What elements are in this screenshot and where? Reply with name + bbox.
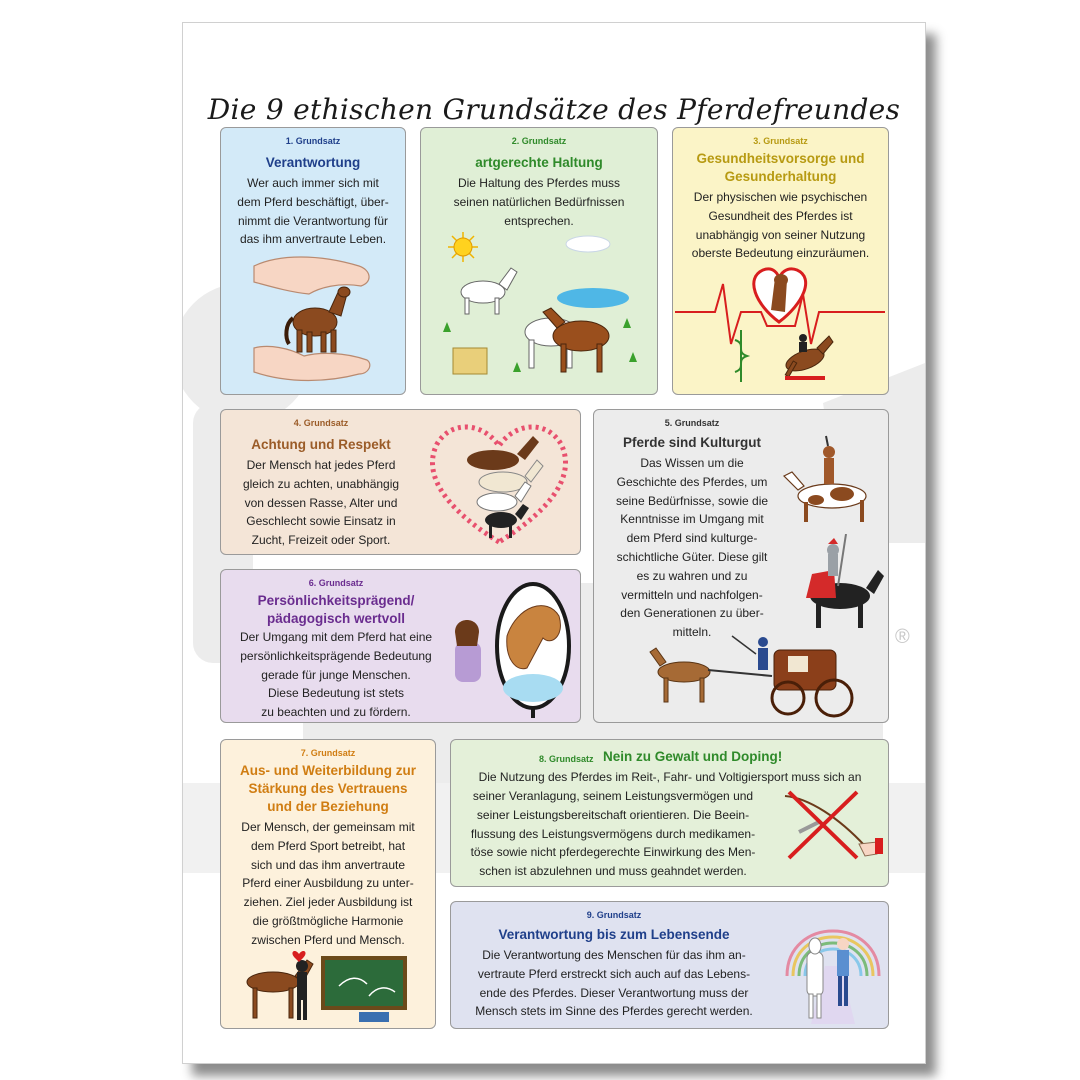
principle-text-line: persönlichkeitsprägende Bedeutung: [240, 648, 432, 663]
principle-text-line: Die Haltung des Pferdes muss: [457, 176, 621, 190]
principle-heading-line: pädagogisch wertvoll: [266, 611, 406, 626]
horse-drawn-carriage-icon: [648, 632, 858, 720]
principle-text-line: Das Wissen um die: [640, 456, 744, 470]
principle-text-line: von dessen Rasse, Alter und: [244, 495, 398, 510]
principle-number: 6. Grundsatz: [308, 578, 364, 588]
principle-text-line: Zucht, Freizeit oder Sport.: [251, 533, 391, 548]
principle-text-line: Kenntnisse im Umgang mit: [620, 512, 764, 527]
principle-heading-line: Gesunderhaltung: [724, 169, 837, 184]
principle-heading-line: Gesundheitsvorsorge und: [696, 151, 865, 166]
girl-mirror-horse-icon: [447, 576, 577, 718]
principle-text-line: vermitteln und nachfolgen-: [621, 587, 763, 602]
principle-text-line: den Generationen zu über-: [620, 606, 764, 621]
principle-text-line: Der physischen wie psychischen: [693, 190, 868, 204]
hands-holding-horse-icon: [249, 252, 379, 390]
principle-number: 2. Grundsatz: [511, 136, 567, 146]
principle-text-line: Geschlecht sowie Einsatz in: [246, 514, 396, 529]
principle-heading-line: Persönlichkeitsprägend/: [257, 593, 415, 608]
principle-card-3: [672, 127, 889, 395]
principle-text-line: sich und das ihm anvertraute: [250, 857, 406, 872]
principle-text-line: ziehen. Ziel jeder Ausbildung ist: [243, 895, 413, 910]
heart-of-hearts-horses-icon: [421, 416, 577, 550]
principle-number: 3. Grundsatz: [753, 136, 808, 146]
principle-text-line: mitteln.: [672, 625, 712, 640]
principle-number: 1. Grundsatz: [285, 136, 341, 146]
principle-heading: Achtung und Respekt: [251, 437, 391, 452]
principle-text-line: Die Nutzung des Pferdes im Reit-, Fahr- und Voltigiersport muss sich an: [478, 770, 862, 784]
knight-horse-icon: [790, 534, 886, 630]
principle-text-line: seine Bedürfnisse, sowie die: [615, 493, 769, 508]
principle-text-line: Mensch stets im Sinne des Pferdes gerecht werden.: [475, 1004, 753, 1019]
principle-text-line: die größtmögliche Harmonie: [252, 913, 404, 928]
principle-text-line: dem Pferd Sport betreibt, hat: [250, 838, 406, 853]
principle-text-line: dem Pferd beschäftigt, über-: [237, 194, 389, 209]
no-whip-no-syringe-icon: [779, 788, 883, 862]
principle-card-2: [420, 127, 658, 395]
principle-text-line: vertraute Pferd erstreckt sich auch auf das Lebens-: [477, 966, 751, 981]
principle-text-line: nimmt die Verantwortung für: [237, 213, 389, 228]
principle-text-line: Der Mensch hat jedes Pferd: [246, 458, 396, 472]
principle-text-line: seiner Leistungsbereitschaft orientieren. Die Beein-: [476, 807, 750, 822]
horses-on-pasture-icon: [433, 232, 647, 392]
principle-text-line: es zu wahren und zu: [636, 568, 748, 583]
principle-card-8: [450, 739, 889, 887]
principle-text-line: Wer auch immer sich mit: [247, 176, 379, 190]
principle-text-line: gerade für junge Menschen.: [261, 667, 411, 682]
principle-text-line: flussung des Leistungsvermögens durch medikamen-: [470, 826, 756, 841]
principle-text-line: Gesundheit des Pferdes ist: [708, 208, 853, 223]
principle-text-line: unabhängig von seiner Nutzung: [695, 227, 866, 242]
principle-text-line: ende des Pferdes. Dieser Verantwortung muss der: [479, 985, 749, 1000]
principle-heading-line: und der Beziehung: [267, 799, 389, 814]
principle-number: 7. Grundsatz: [300, 748, 356, 758]
page-title: Die 9 ethischen Grundsätze des Pferdefreundes: [207, 93, 901, 126]
principle-text-line: das ihm anvertraute Leben.: [239, 232, 387, 247]
principle-number: 4. Grundsatz: [293, 418, 349, 428]
principle-text-line: töse sowie nicht pferdegerechte Einwirkung des Men-: [470, 845, 756, 860]
principle-heading: Verantwortung: [265, 155, 361, 170]
principle-heading-line: Stärkung des Vertrauens: [248, 781, 408, 796]
principle-card-7: [220, 739, 436, 1029]
principle-card-6: [220, 569, 581, 723]
principle-number: 5. Grundsatz: [664, 418, 720, 428]
training-board-icon: [239, 946, 425, 1026]
principle-number: 8. Grundsatz: [539, 754, 594, 764]
principle-text-line: Diese Bedeutung ist stets: [267, 686, 405, 701]
principle-text-line: Der Umgang mit dem Pferd hat eine: [239, 630, 433, 644]
principle-text-line: entsprechen.: [504, 213, 574, 228]
principle-text-line: schichtliche Güter. Diese gilt: [616, 549, 768, 564]
principle-card-5: [593, 409, 889, 723]
principle-card-1: [220, 127, 406, 395]
principle-text-line: oberste Bedeutung einzuräumen.: [691, 246, 870, 261]
registered-mark: ®: [895, 626, 910, 648]
principle-text-line: dem Pferd sind kulturge-: [626, 531, 758, 546]
native-rider-horse-icon: [780, 430, 886, 530]
principle-heading: Pferde sind Kulturgut: [623, 435, 761, 450]
principle-text-line: Die Verantwortung des Menschen für das ihm an-: [482, 948, 746, 962]
principle-heading: Verantwortung bis zum Lebensende: [498, 927, 730, 942]
principle-text-line: Pferd einer Ausbildung zu unter-: [242, 876, 414, 891]
principle-text-line: zu beachten und zu fördern.: [261, 705, 411, 720]
principle-text-line: schen ist abzulehnen und muss geahndet werden.: [479, 864, 747, 879]
principle-heading: artgerechte Haltung: [475, 155, 603, 170]
principle-card-9: [450, 901, 889, 1029]
poster: [182, 22, 926, 1064]
principle-text-line: seiner Veranlagung, seinem Leistungsvermögen und: [472, 789, 754, 803]
principle-text-line: zwischen Pferd und Mensch.: [251, 932, 405, 947]
principle-number: 9. Grundsatz: [586, 910, 642, 920]
principle-text-line: seinen natürlichen Bedürfnissen: [453, 194, 625, 209]
principle-text-line: Der Mensch, der gemeinsam mit: [241, 820, 415, 834]
principle-text-line: gleich zu achten, unabhängig: [242, 476, 400, 491]
principle-heading: Nein zu Gewalt und Doping!: [603, 749, 783, 764]
principle-text-line: Geschichte des Pferdes, um: [616, 474, 768, 489]
principle-heading-line: Aus- und Weiterbildung zur: [240, 763, 416, 778]
principle-card-4: [220, 409, 581, 555]
rainbow-horse-person-icon: [781, 906, 885, 1026]
heartbeat-horse-icon: [675, 264, 885, 390]
